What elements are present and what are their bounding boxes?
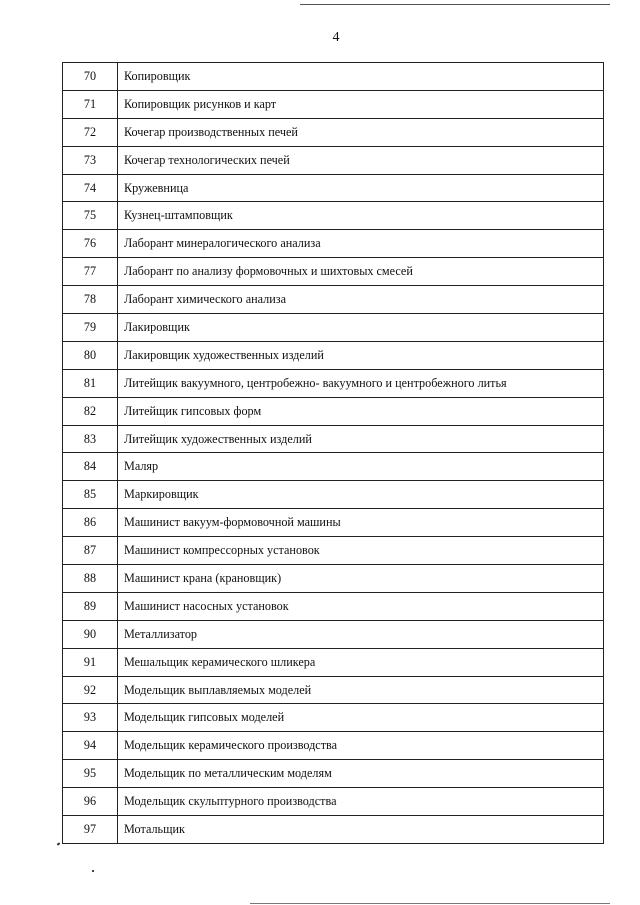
table-row (63, 565, 604, 593)
row-number: 74 (63, 174, 118, 202)
table-row (63, 676, 604, 704)
row-number: 88 (63, 565, 118, 593)
table-row (63, 704, 604, 732)
profession-name: Модельщик по металлическим моделям (118, 760, 604, 788)
table-row (63, 258, 604, 286)
row-number: 91 (63, 648, 118, 676)
profession-name: Кузнец-штамповщик (118, 202, 604, 230)
profession-name: Маляр (118, 453, 604, 481)
profession-name: Литейщик художественных изделий (118, 425, 604, 453)
top-edge-rule (300, 4, 610, 5)
table-row (63, 816, 604, 844)
row-number: 76 (63, 230, 118, 258)
table-row (63, 453, 604, 481)
profession-name: Кружевница (118, 174, 604, 202)
scan-speck (92, 870, 94, 872)
row-number: 94 (63, 732, 118, 760)
profession-name: Лаборант химического анализа (118, 286, 604, 314)
table-row (63, 592, 604, 620)
table-row (63, 648, 604, 676)
scan-speck (57, 842, 61, 845)
profession-name: Кочегар технологических печей (118, 146, 604, 174)
row-number: 73 (63, 146, 118, 174)
table-row (63, 509, 604, 537)
profession-name: Литейщик вакуумного, центробежно- вакуумного и центробежного литья (118, 369, 604, 397)
profession-name: Копировщик рисунков и карт (118, 90, 604, 118)
row-number: 84 (63, 453, 118, 481)
row-number: 85 (63, 481, 118, 509)
profession-name: Копировщик (118, 63, 604, 91)
table-row (63, 537, 604, 565)
table-row (63, 397, 604, 425)
table-row (63, 620, 604, 648)
table-row (63, 63, 604, 91)
profession-name: Мешальщик керамического шликера (118, 648, 604, 676)
table-row (63, 481, 604, 509)
profession-name: Кочегар производственных печей (118, 118, 604, 146)
table-row (63, 425, 604, 453)
profession-name: Мотальщик (118, 816, 604, 844)
row-number: 95 (63, 760, 118, 788)
professions-table (62, 62, 604, 844)
row-number: 90 (63, 620, 118, 648)
profession-name: Лаборант по анализу формовочных и шихтовых смесей (118, 258, 604, 286)
page-number: 4 (332, 30, 340, 45)
profession-name: Машинист крана (крановщик) (118, 565, 604, 593)
profession-name: Модельщик гипсовых моделей (118, 704, 604, 732)
table-row (63, 174, 604, 202)
table-row (63, 732, 604, 760)
table-row (63, 286, 604, 314)
table-row (63, 90, 604, 118)
row-number: 86 (63, 509, 118, 537)
profession-name: Лаборант минералогического анализа (118, 230, 604, 258)
row-number: 93 (63, 704, 118, 732)
table-row (63, 760, 604, 788)
profession-name: Металлизатор (118, 620, 604, 648)
row-number: 92 (63, 676, 118, 704)
row-number: 89 (63, 592, 118, 620)
table-row (63, 146, 604, 174)
profession-name: Лакировщик (118, 314, 604, 342)
row-number: 96 (63, 788, 118, 816)
row-number: 80 (63, 341, 118, 369)
table-row (63, 118, 604, 146)
bottom-edge-rule (250, 903, 610, 904)
row-number: 71 (63, 90, 118, 118)
row-number: 83 (63, 425, 118, 453)
table-row (63, 369, 604, 397)
profession-name: Модельщик скульптурного производства (118, 788, 604, 816)
profession-name: Машинист вакуум-формовочной машины (118, 509, 604, 537)
row-number: 82 (63, 397, 118, 425)
profession-name: Модельщик выплавляемых моделей (118, 676, 604, 704)
table-body (63, 63, 604, 844)
profession-name: Машинист насосных установок (118, 592, 604, 620)
table-row (63, 230, 604, 258)
profession-name: Машинист компрессорных установок (118, 537, 604, 565)
row-number: 81 (63, 369, 118, 397)
table-row (63, 788, 604, 816)
table-row (63, 314, 604, 342)
row-number: 97 (63, 816, 118, 844)
table-row (63, 202, 604, 230)
row-number: 78 (63, 286, 118, 314)
row-number: 72 (63, 118, 118, 146)
table-row (63, 341, 604, 369)
profession-name: Модельщик керамического производства (118, 732, 604, 760)
row-number: 79 (63, 314, 118, 342)
row-number: 77 (63, 258, 118, 286)
row-number: 70 (63, 63, 118, 91)
row-number: 87 (63, 537, 118, 565)
profession-name: Лакировщик художественных изделий (118, 341, 604, 369)
profession-name: Маркировщик (118, 481, 604, 509)
profession-name: Литейщик гипсовых форм (118, 397, 604, 425)
row-number: 75 (63, 202, 118, 230)
